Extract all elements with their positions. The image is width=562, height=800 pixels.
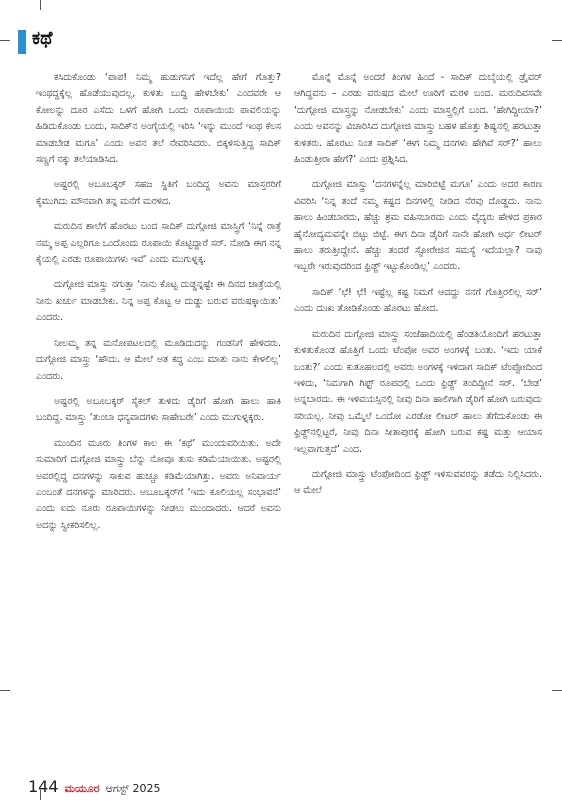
paragraph: ಮರುದಿನ ದುಗ್ಗೋಜಿ ಮಾಸ್ತ್ರು ಸಂಜೆಹಾದಿಯಲ್ಲಿ ಹೆಂಡತಿಯೊಂದಿಗೆ ಹರಟುತ್ತಾ ಕುಳಿತುಕೊಂಡ ಹೊತ್ತಿಗೆ ಒಂದು ಟೆಂಪೋ ಅವರ ಅಂಗಳಕ್ಕೆ ಬಂತು. ‘ಇದು ಯಾಕೆ ಬಂತು?’ ಎಂದು ಕುತೂಹಲದಲ್ಲಿ ಅವರು ಅಂಗಳಕ್ಕೆ ಇಳಿದಾಗ ಸಾದಿಕ್ ಟೆಂಪ್ಪೋದಿಂದ ಇಳಿದು, ‘ನಿಮಗಾಗಿ ಗಿಫ್ಟ್ ರೂಪದಲ್ಲಿ ಒಂದು ಫ್ರಿಡ್ಜ್ ತಂದಿದ್ದೀನೆ ಸರ್. ‘ಬೇಡ’ ಅನ್ನಬಾರದು. ಈ ಇಳಿವಯಸ್ಸಿನಲ್ಲಿ ನೀವು ದಿನಾ ಹಾಲಿಗಾಗಿ ಡೈರಿಗೆ ಹೋಗಿ ಬರುವುದು ಸರಿಯಲ್ಲ. ನೀವು ಒಮ್ಮೆಲೆ ಒಂದೋ ಎರಡೋ ಲೀಟರ್ ಹಾಲು ತೆಗೆದುಕೊಂಡು ಈ ಫ್ರಿಡ್ಜ್‌ನಲ್ಲಿಟ್ಟರೆ, ನೀವು ದಿನಾ ಸೀತಾಪುರಕ್ಕೆ ಹೋಗಿ ಬರುವ ಕಷ್ಟ ಮತ್ತು ಆಯಾಸ ಇಲ್ಲವಾಗುತ್ತದೆ’ ಎಂದ.: [294, 328, 542, 455]
section-title: ಕಥೆ: [32, 28, 53, 49]
paragraph: ನೀಲಮ್ಮ ತನ್ನ ಮನೋಪಟಲದಲ್ಲಿ ಮೂಡಿದುದನ್ನು ಗಂಡನಿಗೆ ಹೇಳಿದರು. ದುಗ್ಗೋಜಿ ಮಾಸ್ತ್ರು ‘ಹೌದು. ಆ ಮೇಲೆ ಅತ ಕದ್ದ ಎಂಬ ಮಾತು ನಾನು ಕೇಳಲಿಲ್ಲ’ ಎಂದರು.: [36, 337, 281, 382]
issue-date: ಆಗಸ್ಟ್ 2025: [105, 782, 161, 795]
paragraph: ಅಷ್ಟರಲ್ಲಿ ಅಬೂಬಕ್ಕರ್ ಸಹಜ ಸ್ಥಿತಿಗೆ ಬಂದಿದ್ದ ಅವನು ಮಾಸ್ತರರಿಗೆ ಕೈಮುಗಿದು ಮೌನವಾಗಿ ತನ್ನ ಮನೆಗೆ ಮರಳಿದ.: [36, 179, 281, 207]
crop-mark: [0, 690, 10, 691]
paragraph: ಮುಂದಿನ ಮೂರು ತಿಂಗಳ ಕಾಲ ಈ ‘ಕಥೆ’ ಮುಂದುವರಿಯಿತು. ಅದೇ ಸುಮಾರಿಗೆ ದುಗ್ಗೋಜಿ ಮಾಸ್ತ್ರು ಬೆನ್ನು ನೋವೂ ತುಸು ಕಡಿಮೆಯಾಯಿತು. ಅಷ್ಟರಲ್ಲಿ ಅವರಲ್ಲಿದ್ದ ದನಗಳನ್ನು ಸಾಕುವ ಹುಚ್ಚೂ ಕಡಿಮೆಯಾಗಿತ್ತು. ಅವರು ಅನಿವಾರ್ಯ ಎಂಬಂತೆ ದನಗಳನ್ನು ಮಾರಿದರು. ಅಬೂಬಕ್ಕರ್‌ಗೆ ‘ಇದು ಕೂಲಿಯಲ್ಲ ಸಂಭಾವನೆ’ ಎಂದು ಐದು ನೂರು ರೂಪಾಯಿಗಳನ್ನು ನೀಡಲು ಮುಂದಾದರು. ಆದರೆ ಅವನು ಅದನ್ನು ಸ್ವೀಕರಿಸಲಿಲ್ಲ.: [36, 437, 281, 531]
page-footer: [28, 777, 161, 797]
article-left-column: [36, 70, 281, 543]
magazine-name: ಮಯೂರ: [64, 782, 100, 795]
paragraph: ಮರುದಿನ ಶಾಲೆಗೆ ಹೊರಟು ಬಂದ ಸಾದಿಕ್ ದುಗ್ಗೋಜಿ ಮಾಸ್ತ್ರಿಗೆ ‘ನಿನ್ನೆ ರಾತ್ರೆ ನಮ್ಮ ಅಪ್ಪ ಎಲ್ಲರಿಗೂ ಒಂದೊಂದು ರೂಪಾಯಿ ಕೊಟ್ಟಿದ್ದಾರೆ ಸರ್. ನೋಡಿ ಈಗ ನನ್ನ ಕೈಯಲ್ಲಿ ಎರಡು ರೂಪಾಯಿಗಳು ಇವೆ’ ಎಂದು ಮುಗುಳ್ನಕ್ಕ.: [36, 221, 281, 266]
crop-mark: [552, 690, 562, 691]
paragraph: ಕಸಿದುಕೊಂಡು ‘ಪಾಪ! ನಿಮ್ಮ ಹುಡುಗನಿಗೆ ಇದೆಲ್ಲ ಹೇಗೆ ಗೊತ್ತು? ಇಂಥದ್ದಕ್ಕೆಲ್ಲ ಹೊಡೆಯುವುದಲ್ಲ, ಕುಳಿತು ಬುದ್ಧಿ ಹೇಳಬೇಕು’ ಎಂದವರೇ ಆ ಕೋಲನ್ನು ದೂರ ಎಸೆದು ಒಳಗೆ ಹೋಗಿ ಒಂದು ರೂಪಾಯಿಯ ಪಾವಲಿಯನ್ನು ಹಿಡಿದುಕೊಂಡು ಬಂದು, ಸಾದಿಕ್‌ನ ಅಂಗೈಯಲ್ಲಿ ಇರಿಸಿ ‘ಇನ್ನು ಮುಂದೆ ಇಂಥ ಕೆಲಸ ಮಾಡಬೇಡ ಮಗೂ’ ಎಂದು ಅವನ ತಲೆ ನೇವರಿಸಿದರು. ಬಿಕ್ಕಳಿಸುತ್ತಿದ್ದ ಸಾದಿಕ್ ಸಣ್ಣಗೆ ನಕ್ಕು ತಲೆಯಾಡಿಸಿದ.: [36, 72, 281, 166]
article-right-column: [294, 70, 542, 509]
paragraph: ಸಾದಿಕ್ ‘ಛೆ! ಛೆ! ಇಷ್ಟೆಲ್ಲ ಕಷ್ಟ ನಿಮಗೆ ಆದದ್ದು ನನಗೆ ಗೊತ್ತಿರಲಿಲ್ಲ ಸರ್’ ಎಂದು ದುಃಖ ತೋಡಿಕೊಂಡು ಹೊರಟು ಹೋದ.: [294, 286, 542, 315]
paragraph: ದುಗ್ಗೋಜಿ ಮಾಸ್ತ್ರು ಟೆಂಪೋದಿಂದ ಫ್ರಿಡ್ಜ್ ಇಳಿಸುವವರನ್ನು ತಡೆದು ನಿಲ್ಲಿಸಿದರು. ಆ ಮೇಲೆ: [294, 468, 542, 497]
paragraph: ಅಷ್ಟರಲ್ಲಿ ಅಬೂಬಕ್ಕರ್ ಸೈಕಲ್ ತುಳಿದು ಡೈರಿಗೆ ಹೋಗಿ ಹಾಲು ಹಾಕಿ ಬಂದಿದ್ದ. ಮಾಸ್ತ್ರು ‘ತುಂಬಾ ಧನ್ಯವಾದಗಳು ಸಾಹೇಬರೇ’ ಎಂದು ಮುಗುಳ್ನಕ್ಕರು.: [36, 395, 281, 424]
page-header: [0, 0, 562, 58]
page-number: 144: [28, 777, 59, 796]
section-accent-bar: [18, 30, 26, 54]
paragraph: ದುಗ್ಗೋಜಿ ಮಾಸ್ತ್ರು ನಗುತ್ತಾ ‘ನಾನು ಕೊಟ್ಟ ದುಡ್ಡನ್ನಷ್ಟೇ ಈ ದಿನದ ಜಾತ್ರೆಯಲ್ಲಿ ನೀನು ಖರ್ಚು ಮಾಡಬೇಕು. ನಿನ್ನ ಅಪ್ಪ ಕೊಟ್ಟ ಆ ದುಡ್ಡು ಬರುವ ವರುಷಕ್ಕಾಯಿತು’ ಎಂದರು.: [36, 279, 281, 324]
paragraph: ದುಗ್ಗೋಜಿ ಮಾಸ್ತ್ರು ‘ದನಗಳನ್ನೆಲ್ಲ ಮಾರಿಬಿಟ್ಟೆ ಮಗೂ’ ಎಂದು ಅದರ ಕಾರಣ ವಿವರಿಸಿ ‘ನಿನ್ನ ತಂದೆ ನಮ್ಮ ಕಷ್ಟದ ದಿನಗಳಲ್ಲಿ ನೀಡಿದ ನೆರವು ದೊಡ್ಡದು. ನಾನು ಹಾಲು ಹಿಂಡಬಾರದು, ಹೆಚ್ಚು ಶ್ರಮ ವಹಿಸಬಾರದು ಎಂದು ವೈದ್ಯರು ಹೇಳಿದ ಪ್ರಕಾರ ಹೈನೋದ್ಯಮವನ್ನೇ ಬಿಟ್ಟು ಬಿಟ್ಟೆ. ಈಗ ದಿನಾ ಡೈರಿಗೆ ನಾನೇ ಹೋಗಿ ಅರ್ಧ ಲೀಟರ್ ಹಾಲು ತರುತ್ತೀದ್ದೇನೆ. ಹೆಚ್ಚು ತಂದರೆ ಸ್ಟೋರೇಜಿನ ಸಮಸ್ಯೆ ಇದೆಯಲ್ಲಾ? ನಾವು ಇಬ್ಬರೇ ಇರುವುದರಿಂದ ಫ್ರಿಡ್ಜ್ ಇಟ್ಟುಕೊಂಡಿಲ್ಲ’ ಎಂದರು.: [294, 179, 542, 273]
paragraph: ಮೊನ್ನೆ ಮೊನ್ನೆ ಅಂದರೆ ತಿಂಗಳ ಹಿಂದೆ - ಸಾದಿಕ್ ದುಬೈಯಲ್ಲಿ ಡ್ರೈವರ್ ಆಗಿದ್ದವನು – ಎರಡು ವರುಷದ ಮೇಲೆ ಊರಿಗೆ ಮರಳಿ ಬಂದ. ಮರುದಿವಸವೇ ‘ದುಗ್ಗೋಜಿ ಮಾಸ್ತ್ರನ್ನು ನೋಡಬೇಕು’ ಎಂದು ಮಾಸ್ತ್ರಲ್ಲಿಗೆ ಬಂದ. ‘ಹೇಗಿದ್ದೀಯಾ?’ ಎಂದು ಅವನನ್ನು ವಿಚಾರಿಸಿದ ದುಗ್ಗೋಜಿ ಮಾಸ್ತ್ರು ಬಹಳ ಹೊತ್ತು ಶಿಷ್ಯನಲ್ಲಿ ಹರಟುತ್ತಾ ಕುಳಿತರು. ಹೊರಟು ನಿಂತ ಸಾದಿಕ್ ‘ಈಗ ನಿಮ್ಮ ದನಗಳು ಹೇಗಿವೆ ಸರ್?’ ಹಾಲು ಹಿಂಡುತ್ತೀರಾ ಹೇಗೆ?’ ಎಂದು ಪ್ರಶ್ನಿಸಿದ.: [294, 72, 542, 166]
